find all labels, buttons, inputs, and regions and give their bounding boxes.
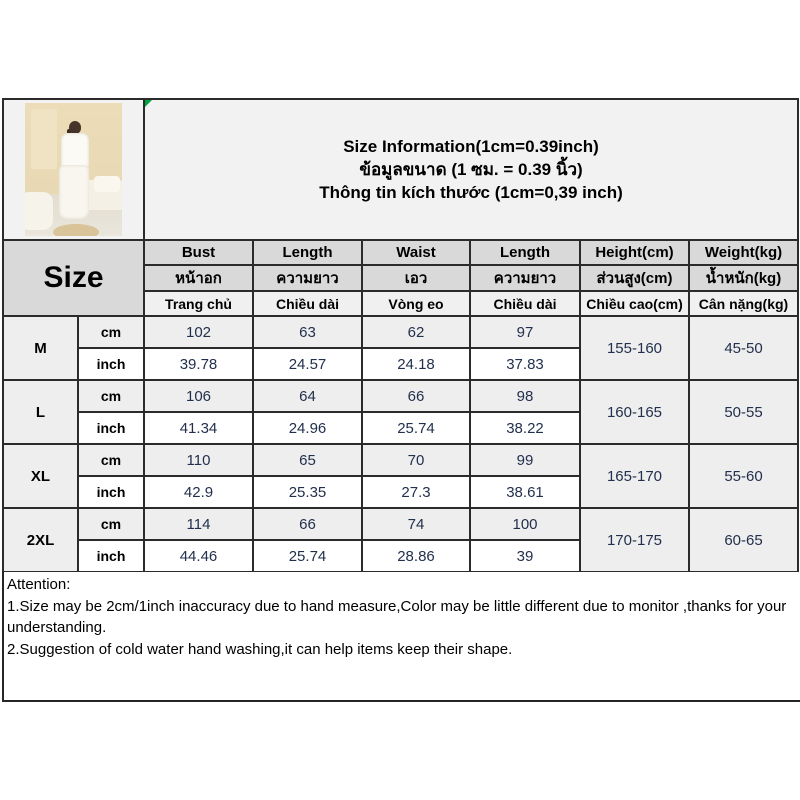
size-info-title-cell <box>144 99 798 240</box>
col-header-height-th: ส่วนสูง(cm) <box>580 265 689 291</box>
l-weight-range: 50-55 <box>689 380 798 444</box>
col-header-length2-vi: Chiều dài <box>470 291 580 316</box>
row-xl-cm <box>3 444 798 476</box>
xl-length2-inch: 38.61 <box>470 476 580 508</box>
col-header-length-en: Length <box>253 240 362 265</box>
xl-length2-cm: 99 <box>470 444 580 476</box>
m-waist-inch: 24.18 <box>362 348 470 380</box>
unit-cm: cm <box>78 380 144 412</box>
m-bust-cm: 102 <box>144 316 253 348</box>
2xl-length2-cm: 100 <box>470 508 580 540</box>
2xl-waist-inch: 28.86 <box>362 540 470 572</box>
2xl-length-cm: 66 <box>253 508 362 540</box>
2xl-waist-cm: 74 <box>362 508 470 540</box>
product-photo <box>25 103 122 236</box>
title-line-vi: Thông tin kích thước (1cm=0,39 inch) <box>319 183 623 202</box>
col-header-height-vi: Chiều cao(cm) <box>580 291 689 316</box>
m-length-inch: 24.57 <box>253 348 362 380</box>
col-header-waist-en: Waist <box>362 240 470 265</box>
row-l-cm <box>3 380 798 412</box>
attention-heading: Attention: <box>7 576 71 593</box>
unit-cm: cm <box>78 444 144 476</box>
col-header-height-en: Height(cm) <box>580 240 689 265</box>
xl-bust-inch: 42.9 <box>144 476 253 508</box>
l-length2-cm: 98 <box>470 380 580 412</box>
l-length-inch: 24.96 <box>253 412 362 444</box>
2xl-bust-cm: 114 <box>144 508 253 540</box>
col-header-bust-en: Bust <box>144 240 253 265</box>
col-header-length2-en: Length <box>470 240 580 265</box>
row-m-cm <box>3 316 798 348</box>
size-header: Size <box>3 240 144 316</box>
m-height-range: 155-160 <box>580 316 689 380</box>
l-bust-cm: 106 <box>144 380 253 412</box>
m-length-cm: 63 <box>253 316 362 348</box>
col-header-weight-en: Weight(kg) <box>689 240 798 265</box>
unit-inch: inch <box>78 540 144 572</box>
col-header-length-vi: Chiều dài <box>253 291 362 316</box>
excel-corner-marker-icon <box>145 100 152 107</box>
unit-inch: inch <box>78 348 144 380</box>
size-table <box>2 98 799 573</box>
attention-line-2: 2.Suggestion of cold water hand washing,it can help items keep their shape. <box>7 640 513 658</box>
col-header-bust-th: หน้าอก <box>144 265 253 291</box>
2xl-weight-range: 60-65 <box>689 508 798 572</box>
xl-waist-cm: 70 <box>362 444 470 476</box>
l-height-range: 160-165 <box>580 380 689 444</box>
row-2xl-cm <box>3 508 798 540</box>
2xl-length2-inch: 39 <box>470 540 580 572</box>
m-length2-cm: 97 <box>470 316 580 348</box>
xl-height-range: 165-170 <box>580 444 689 508</box>
l-bust-inch: 41.34 <box>144 412 253 444</box>
m-waist-cm: 62 <box>362 316 470 348</box>
col-header-waist-vi: Vòng eo <box>362 291 470 316</box>
xl-waist-inch: 27.3 <box>362 476 470 508</box>
attention-line-1: 1.Size may be 2cm/1inch inaccuracy due to hand measure,Color may be little different due to monitor ,thanks for your understanding. <box>7 597 787 636</box>
title-row <box>3 99 798 240</box>
header-row-english <box>3 240 798 265</box>
unit-inch: inch <box>78 476 144 508</box>
size-label-2xl: 2XL <box>3 508 78 572</box>
xl-length-inch: 25.35 <box>253 476 362 508</box>
m-bust-inch: 39.78 <box>144 348 253 380</box>
l-waist-cm: 66 <box>362 380 470 412</box>
col-header-waist-th: เอว <box>362 265 470 291</box>
xl-length-cm: 65 <box>253 444 362 476</box>
title-line-th: ข้อมูลขนาด (1 ซม. = 0.39 นิ้ว) <box>359 160 583 179</box>
size-label-l: L <box>3 380 78 444</box>
unit-cm: cm <box>78 316 144 348</box>
size-label-m: M <box>3 316 78 380</box>
col-header-bust-vi: Trang chủ <box>144 291 253 316</box>
l-waist-inch: 25.74 <box>362 412 470 444</box>
l-length2-inch: 38.22 <box>470 412 580 444</box>
unit-inch: inch <box>78 412 144 444</box>
m-weight-range: 45-50 <box>689 316 798 380</box>
product-photo-cell <box>3 99 144 240</box>
unit-cm: cm <box>78 508 144 540</box>
l-length-cm: 64 <box>253 380 362 412</box>
size-label-xl: XL <box>3 444 78 508</box>
attention-note <box>2 572 800 702</box>
2xl-bust-inch: 44.46 <box>144 540 253 572</box>
col-header-weight-vi: Cân nặng(kg) <box>689 291 798 316</box>
col-header-weight-th: น้ำหนัก(kg) <box>689 265 798 291</box>
col-header-length2-th: ความยาว <box>470 265 580 291</box>
2xl-length-inch: 25.74 <box>253 540 362 572</box>
title-line-en: Size Information(1cm=0.39inch) <box>343 137 599 156</box>
xl-weight-range: 55-60 <box>689 444 798 508</box>
xl-bust-cm: 110 <box>144 444 253 476</box>
m-length2-inch: 37.83 <box>470 348 580 380</box>
2xl-height-range: 170-175 <box>580 508 689 572</box>
col-header-length-th: ความยาว <box>253 265 362 291</box>
